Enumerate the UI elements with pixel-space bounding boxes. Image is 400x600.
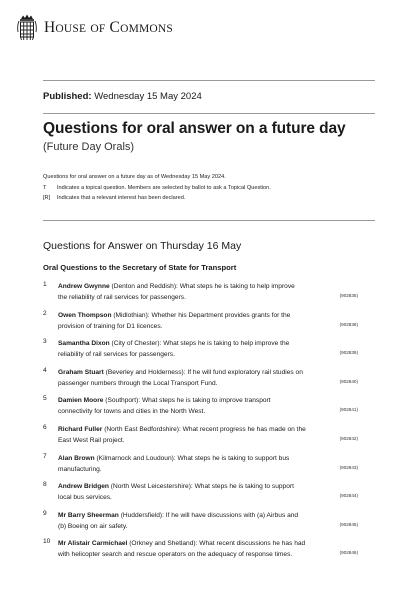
question-member: Richard Fuller	[58, 425, 103, 433]
question-constituency: (Southport):	[105, 397, 141, 405]
question-number: 3	[43, 338, 47, 346]
question-number: 5	[43, 395, 47, 403]
published-label: Published:	[43, 91, 92, 102]
question-reference: (902835)	[339, 293, 358, 298]
question-text: What steps he is taking to support bus	[177, 454, 290, 462]
question-body	[58, 367, 320, 389]
question-constituency: (North East Bedfordshire):	[104, 425, 181, 433]
question-text-continued: the reliability of rail services for passengers.	[58, 294, 186, 301]
question-reference: (902846)	[339, 550, 358, 556]
question-member: Damien Moore	[58, 397, 104, 405]
question-member: Mr Barry Sheerman	[58, 511, 119, 519]
question-text: If he will have discussions with (a) Airbus and	[165, 511, 299, 519]
question-text-continued: local bus services.	[58, 494, 112, 502]
question-text-continued: manufacturing.	[58, 465, 102, 473]
question-text-continued: connectivity for towns and cities in the North West.	[58, 408, 206, 416]
question-constituency: (Beverley and Holderness):	[105, 368, 186, 376]
wordmark-of: OF	[90, 23, 106, 35]
question-text-continued: with helicopter search and rescue operators on the adequacy of response times.	[58, 551, 293, 559]
question-item	[43, 538, 358, 567]
question-text: If he will fund exploratory rail studies on	[187, 368, 303, 376]
question-reference: (902845)	[339, 521, 358, 527]
question-item	[43, 510, 358, 539]
legend-key: T	[43, 184, 47, 191]
question-item	[43, 424, 358, 453]
intro-block	[43, 172, 271, 204]
question-number: 7	[43, 452, 47, 460]
question-item	[43, 453, 358, 482]
question-body	[58, 481, 320, 503]
department-heading: Oral Questions to the Secretary of State for Transport	[43, 263, 237, 272]
question-text: Whether his Department provides grants for the	[151, 311, 291, 319]
question-constituency: (Orkney and Shetland):	[129, 540, 198, 548]
question-number: 9	[43, 509, 47, 517]
question-text: What recent progress he has made on the	[182, 425, 306, 433]
question-text: What recent discussions he has had	[199, 540, 306, 548]
question-text-continued: reliability of rail services for passengers.	[58, 351, 175, 359]
question-member: Andrew Bridgen	[58, 483, 109, 491]
question-member: Samantha Dixon	[58, 340, 110, 348]
question-item	[43, 338, 358, 367]
legend-key: [R]	[43, 195, 51, 201]
question-member: Owen Thompson	[58, 311, 112, 319]
question-item	[43, 310, 358, 339]
divider-middle	[43, 113, 375, 114]
question-constituency: (Huddersfield):	[120, 511, 164, 519]
question-number: 10	[43, 538, 51, 546]
legend-row-topical	[43, 183, 271, 194]
question-reference: (902843)	[339, 464, 358, 470]
question-number: 6	[43, 423, 47, 431]
portcullis-logo-icon	[16, 14, 38, 42]
wordmark-house: HOUSE	[44, 19, 87, 36]
question-text-continued: East West Rail project.	[58, 436, 125, 444]
question-text: What steps he is taking to improve transport	[141, 397, 271, 405]
question-body	[58, 453, 320, 475]
question-text: What steps he is taking to help improve	[179, 283, 295, 290]
question-reference: (902842)	[339, 435, 358, 441]
question-item	[43, 395, 358, 424]
house-of-commons-header	[16, 14, 173, 42]
divider-top	[43, 80, 375, 81]
published-date: Wednesday 15 May 2024	[94, 91, 202, 102]
question-member: Mr Alistair Carmichael	[58, 540, 128, 548]
question-text-continued: provision of training for D1 licences.	[58, 322, 163, 330]
question-item	[43, 367, 358, 396]
house-of-commons-wordmark	[44, 19, 173, 37]
question-number: 8	[43, 481, 47, 489]
question-member: Graham Stuart	[58, 368, 104, 376]
question-text-continued: (b) Boeing on air safety.	[58, 522, 128, 530]
question-reference: (902839)	[339, 350, 358, 356]
question-body	[58, 510, 320, 532]
question-item	[43, 281, 358, 310]
legend-text: Indicates a topical question. Members are selected by ballot to ask a Topical Question.	[57, 184, 271, 191]
question-body	[58, 310, 320, 332]
question-number: 2	[43, 309, 47, 317]
legend-row-interest	[43, 193, 271, 204]
question-body	[58, 538, 320, 560]
question-reference: (902844)	[339, 493, 358, 499]
question-number: 1	[43, 281, 47, 288]
question-text: What steps he is taking to support	[194, 483, 294, 491]
divider-lower	[43, 220, 375, 221]
document-subtitle: (Future Day Orals)	[43, 141, 135, 153]
published-line	[43, 91, 202, 102]
question-text-continued: passenger numbers through the Local Transport Fund.	[58, 379, 218, 387]
document-title: Questions for oral answer on a future day	[43, 120, 346, 137]
question-number: 4	[43, 366, 47, 374]
question-member: Andrew Gwynne	[58, 283, 110, 290]
legend-text: Indicates that a relevant interest has been declared.	[57, 195, 186, 201]
question-constituency: (City of Chester):	[111, 340, 162, 348]
wordmark-commons: COMMONS	[109, 19, 174, 36]
question-body	[58, 395, 320, 417]
question-body	[58, 424, 320, 446]
question-reference: (902840)	[339, 378, 358, 384]
question-item	[43, 481, 358, 510]
question-member: Alan Brown	[58, 454, 95, 462]
section-heading: Questions for Answer on Thursday 16 May	[43, 240, 242, 252]
questions-list	[43, 281, 358, 567]
question-text: What steps he is taking to help improve the	[163, 340, 290, 348]
question-reference: (902838)	[339, 321, 358, 327]
question-body	[58, 281, 320, 303]
question-constituency: (Midlothian):	[113, 311, 150, 319]
question-body	[58, 338, 320, 360]
intro-text: Questions for oral answer on a future day as of Wednesday 15 May 2024.	[43, 174, 226, 180]
question-constituency: (North West Leicestershire):	[110, 483, 193, 491]
question-constituency: (Denton and Reddish):	[111, 283, 178, 290]
question-constituency: (Kilmarnock and Loudoun):	[96, 454, 176, 462]
question-reference: (902841)	[339, 407, 358, 413]
